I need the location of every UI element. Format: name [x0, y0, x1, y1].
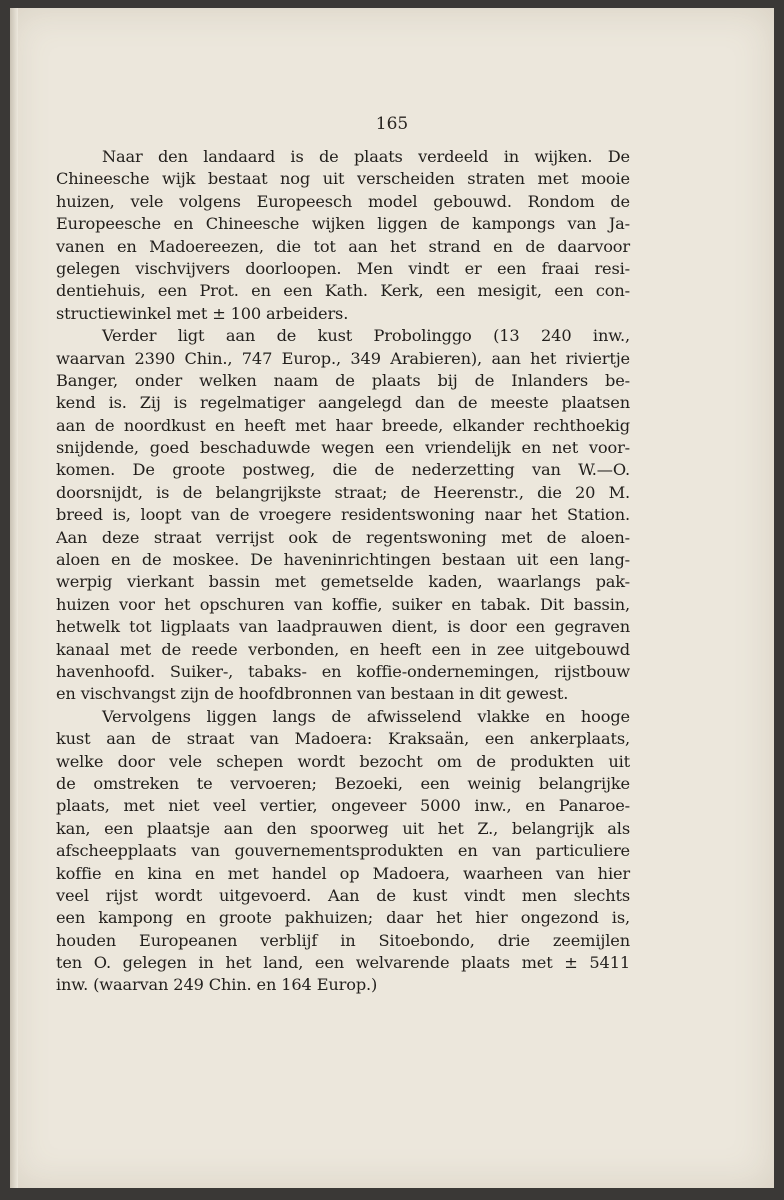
- text-line: kend is. Zij is regelmatiger aangelegd dan de meeste plaatsen: [56, 393, 630, 413]
- page-number: 165: [375, 114, 409, 134]
- text-line: aloen en de moskee. De haveninrichtingen bestaan uit een lang-: [56, 550, 630, 570]
- text-line: huizen, vele volgens Europeesch model gebouwd. Rondom de: [56, 191, 630, 211]
- text-line: Aan deze straat verrijst ook de regentswoning met de aloen-: [56, 527, 630, 547]
- text-line: een kampong en groote pakhuizen; daar het hier ongezond is,: [56, 908, 630, 928]
- text-line: koffie en kina en met handel op Madoera, waarheen van hier: [56, 863, 630, 883]
- text-line: structiewinkel met ± 100 arbeiders.: [56, 303, 349, 323]
- text-line: waarvan 2390 Chin., 747 Europ., 349 Arabieren), aan het riviertje: [56, 348, 630, 368]
- text-line: huizen voor het opschuren van koffie, suiker en tabak. Dit bassin,: [56, 594, 630, 614]
- text-line: houden Europeanen verblijf in Sitoebondo, drie zeemijlen: [56, 930, 630, 950]
- text-line: Naar den landaard is de plaats verdeeld in wijken. De: [102, 147, 630, 166]
- text-line: welke door vele schepen wordt bezocht om de produkten uit: [56, 751, 630, 771]
- text-line: inw. (waarvan 249 Chin. en 164 Europ.): [56, 975, 378, 995]
- text-line: doorsnijdt, is de belangrijkste straat; de Heerenstr., die 20 M.: [56, 482, 630, 502]
- text-line: en vischvangst zijn de hoofdbronnen van bestaan in dit gewest.: [56, 684, 569, 704]
- text-line: de omstreken te vervoeren; Bezoeki, een weinig belangrijke: [56, 773, 630, 793]
- body-text: [56, 146, 630, 997]
- text-line: Chineesche wijk bestaat nog uit verscheiden straten met mooie: [56, 169, 630, 189]
- text-line: aan de noordkust en heeft met haar breede, elkander rechthoekig: [56, 415, 630, 435]
- book-page: [10, 8, 774, 1188]
- text-line: kust aan de straat van Madoera: Kraksaän, een ankerplaats,: [56, 729, 630, 749]
- text-line: Verder ligt aan de kust Probolinggo (13 240 inw.,: [102, 326, 630, 346]
- text-line: veel rijst wordt uitgevoerd. Aan de kust vindt men slechts: [56, 885, 630, 905]
- text-line: snijdende, goed beschaduwde wegen een vriendelijk en net voor-: [56, 438, 630, 458]
- text-line: ten O. gelegen in het land, een welvarende plaats met ± 5411: [56, 953, 630, 973]
- text-line: vanen en Madoereezen, die tot aan het strand en de daarvoor: [56, 236, 630, 256]
- text-line: kanaal met de reede verbonden, en heeft een in zee uitgebouwd: [56, 639, 630, 659]
- text-line: gelegen vischvijvers doorloopen. Men vindt er een fraai resi-: [56, 258, 630, 278]
- text-line: plaats, met niet veel vertier, ongeveer 5000 inw., en Panaroe-: [56, 796, 630, 816]
- text-line: havenhoofd. Suiker-, tabaks- en koffie-ondernemingen, rijstbouw: [56, 661, 630, 681]
- text-line: Europeesche en Chineesche wijken liggen de kampongs van Ja-: [56, 214, 630, 234]
- text-line: kan, een plaatsje aan den spoorweg uit het Z., belangrijk als: [56, 818, 630, 838]
- text-line: werpig vierkant bassin met gemetselde kaden, waarlangs pak-: [56, 572, 630, 592]
- text-line: dentiehuis, een Prot. en een Kath. Kerk, een mesigit, een con-: [56, 281, 630, 301]
- text-line: Vervolgens liggen langs de afwisselend vlakke en hooge: [102, 706, 630, 726]
- text-line: hetwelk tot ligplaats van laadprauwen dient, is door een gegraven: [56, 617, 630, 637]
- text-line: breed is, loopt van de vroegere residentswoning naar het Station.: [56, 505, 630, 525]
- text-line: afscheepplaats van gouvernementsprodukten en van particuliere: [56, 841, 630, 861]
- text-line: Banger, onder welken naam de plaats bij de Inlanders be-: [56, 370, 630, 390]
- page-edge-shadow: [10, 8, 18, 1188]
- text-line: komen. De groote postweg, die de nederzetting van W.—O.: [56, 460, 630, 480]
